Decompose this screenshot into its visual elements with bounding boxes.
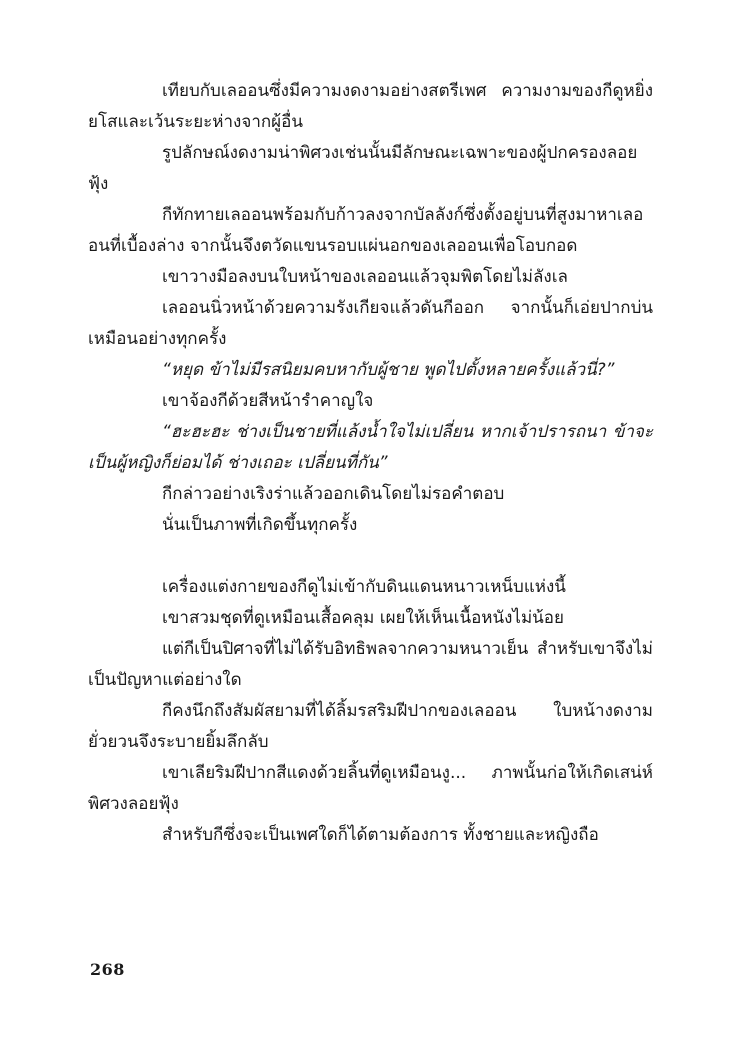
text-section-1 xyxy=(88,76,653,541)
paragraph: เขาจ้องกีด้วยสีหน้ารำคาญใจ xyxy=(162,391,374,411)
page-body xyxy=(88,76,653,851)
section-break xyxy=(88,541,653,572)
paragraph: เครื่องแต่งกายของกีดูไม่เข้ากับดินแดนหนาวเหน็บแห่งนี้ xyxy=(162,577,566,597)
paragraph: แต่กีเป็นปิศาจที่ไม่ได้รับอิทธิพลจากความหนาวเย็น สำหรับเขาจึงไม่เป็นปัญหาแต่อย่างใด xyxy=(88,639,653,690)
paragraph: เทียบกับเลออนซึ่งมีความงดงามอย่างสตรีเพศ ความงามของกีดูหยิ่งยโสและเว้นระยะห่างจากผู้อื่น xyxy=(88,81,653,132)
paragraph: เขาเลียริมฝีปากสีแดงด้วยลิ้นที่ดูเหมือนงู... ภาพนั้นก่อให้เกิดเสน่ห์พิศวงลอยฟุ้ง xyxy=(88,763,653,814)
paragraph: เขาวางมือลงบนใบหน้าของเลออนแล้วจุมพิตโดยไม่ลังเล xyxy=(162,267,568,287)
paragraph: กีกล่าวอย่างเริงร่าแล้วออกเดินโดยไม่รอคำตอบ xyxy=(162,484,505,504)
paragraph: รูปลักษณ์งดงามน่าพิศวงเช่นนั้นมีลักษณะเฉพาะของผู้ปกครองลอยฟุ้ง xyxy=(88,143,638,194)
dialogue-paragraph: “หยุด ข้าไม่มีรสนิยมคบหากับผู้ชาย พูดไปตั้งหลายครั้งแล้วนี่?” xyxy=(162,360,615,380)
paragraph: สำหรับกีซึ่งจะเป็นเพศใดก็ได้ตามต้องการ ทั้งชายและหญิงถือ xyxy=(162,825,599,845)
dialogue-paragraph: “ฮะฮะฮะ ช่างเป็นชายที่แล้งน้ำใจไม่เปลี่ยน หากเจ้าปรารถนา ข้าจะเป็นผู้หญิงก็ย่อมได้ ช่างเถอะ เปลี่ยนที่กัน” xyxy=(88,422,653,473)
paragraph: เลออนนิ่วหน้าด้วยความรังเกียจแล้วดันกีออก จากนั้นก็เอ่ยปากบ่นเหมือนอย่างทุกครั้ง xyxy=(88,298,653,349)
text-section-2 xyxy=(88,572,653,851)
paragraph: กีทักทายเลออนพร้อมกับก้าวลงจากบัลลังก์ซึ่งตั้งอยู่บนที่สูงมาหาเลออนที่เบื้องล่าง จากนั้นจึงตวัดแขนรอบแผ่นอกของเลออนเพื่อโอบกอด xyxy=(88,205,644,256)
paragraph: เขาสวมชุดที่ดูเหมือนเสื้อคลุม เผยให้เห็นเนื้อหนังไม่น้อย xyxy=(162,608,564,628)
page-number: 268 xyxy=(90,960,125,979)
paragraph: นั่นเป็นภาพที่เกิดขึ้นทุกครั้ง xyxy=(162,515,358,535)
paragraph: กีคงนึกถึงสัมผัสยามที่ได้ลิ้มรสริมฝีปากของเลออน ใบหน้างดงามยั่วยวนจึงระบายยิ้มลึกลับ xyxy=(88,701,653,752)
